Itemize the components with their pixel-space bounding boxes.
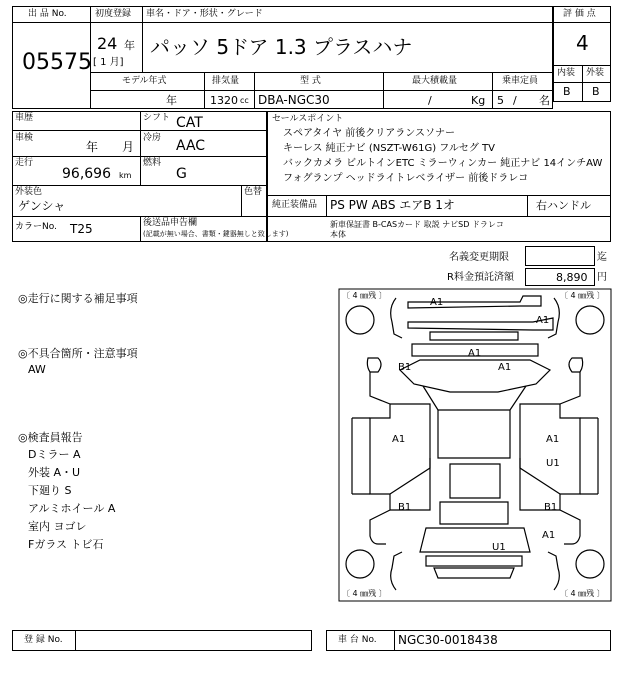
inspector-title: ◎検査員報告 <box>18 431 83 444</box>
recycle-value: 8,890 <box>556 271 588 284</box>
damage-mark: B1 <box>544 502 558 513</box>
inspector-item: 室内 ヨゴレ <box>28 520 87 533</box>
max-load-unit: Kg <box>471 94 486 107</box>
tread-front-left: 〔 4 ㎜残 〕 <box>342 291 387 300</box>
max-load-slash: / <box>428 94 432 107</box>
inspection-month: 月 <box>122 140 135 154</box>
max-load-label: 最大積載量 <box>412 76 458 86</box>
displacement: 1320 <box>210 94 238 107</box>
damage-mark: A1 <box>498 362 512 373</box>
color-label: 外装色 <box>15 187 43 197</box>
equipment-label: 純正装備品 <box>272 200 318 210</box>
rating-label: 評 価 点 <box>563 9 596 19</box>
capacity-unit: 名 <box>539 94 550 107</box>
docs-label: 後送品申告欄 <box>143 218 198 228</box>
sales-point-line: フォグランプ ヘッドライトレベライザー 前後ドラレコ <box>283 173 529 184</box>
damage-mark: B1 <box>398 362 412 373</box>
inspector-item: 外装 A・U <box>28 466 81 479</box>
displacement-unit: cc <box>240 96 249 105</box>
mileage: 96,696 <box>62 166 111 182</box>
inspector-item: 下廻り S <box>28 484 72 497</box>
ac: AAC <box>176 138 206 154</box>
inspector-item: アルミホイール A <box>28 502 116 515</box>
color-no-label: カラーNo. <box>15 222 57 232</box>
recycle-unit: 円 <box>597 272 607 283</box>
car-name: パッソ 5ドア 1.3 プラスハナ <box>150 35 413 59</box>
sales-point-line: スペアタイヤ 前後クリアランスソナー <box>283 128 455 139</box>
inspection-year: 年 <box>86 140 99 154</box>
inspector-item: Fガラス トビ石 <box>28 538 104 551</box>
car-name-label: 車名・ドア・形状・グレード <box>146 9 263 19</box>
equipment-extra-sub: 本体 <box>330 230 346 239</box>
color-no: T25 <box>70 222 93 236</box>
damage-mark: A1 <box>536 315 550 326</box>
tread-front-right: 〔 4 ㎜残 〕 <box>560 291 605 300</box>
exterior-grade: B <box>592 85 600 98</box>
registration-no-label: 登 録 No. <box>24 635 63 645</box>
shift: CAT <box>176 115 203 131</box>
history-label: 車歴 <box>15 113 34 123</box>
color-change-label: 色替 <box>244 187 263 197</box>
tread-rear-right: 〔 4 ㎜残 〕 <box>560 589 605 598</box>
mileage-label: 走行 <box>15 158 34 168</box>
damage-mark: A1 <box>542 530 556 541</box>
damage-mark: A1 <box>468 348 482 359</box>
damage-mark: A1 <box>546 434 560 445</box>
car-diagram <box>338 288 612 602</box>
damage-mark: B1 <box>398 502 412 513</box>
interior-grade: B <box>563 85 571 98</box>
name-change-unit: 迄 <box>597 252 607 263</box>
equipment-extra: 新車保証書 B-CASカード 取説 ナビSD ドラレコ <box>330 220 504 229</box>
shift-label: シフト <box>143 113 171 123</box>
sales-points-label: セールスポイント <box>272 114 344 124</box>
sales-point-line: キーレス 純正ナビ (NSZT-W61G) フルセグ TV <box>283 143 496 154</box>
displacement-label: 排気量 <box>212 76 240 86</box>
defect-title: ◎不具合箇所・注意事項 <box>18 347 138 360</box>
interior-label: 内装 <box>557 68 576 78</box>
year-unit: 年 <box>124 39 135 52</box>
fuel-label: 燃料 <box>143 158 162 168</box>
model-year-unit: 年 <box>166 94 177 107</box>
equipment-list: PS PW ABS エアB 1オ <box>330 198 455 212</box>
damage-mark: U1 <box>492 542 506 553</box>
capacity-label: 乗車定員 <box>502 76 539 86</box>
exterior-label: 外装 <box>586 68 605 78</box>
sales-point-line: バックカメラ ビルトインETC ミラーウィンカー 純正ナビ 14インチAW <box>283 158 603 169</box>
model-label: 型 式 <box>300 76 321 86</box>
name-change-label: 名義変更期限 <box>449 252 509 263</box>
damage-mark: U1 <box>546 458 560 469</box>
rating-score: 4 <box>576 31 589 55</box>
name-change-box <box>525 246 595 266</box>
lot-number: 05575 <box>22 50 92 75</box>
docs-note: (記載が無い場合、書類・鍵器無しと致します) <box>143 230 289 238</box>
chassis-no: NGC30-0018438 <box>398 633 498 647</box>
damage-mark: A1 <box>392 434 406 445</box>
damage-mark: A1 <box>430 297 444 308</box>
mileage-unit: km <box>119 171 132 180</box>
tread-rear-left: 〔 4 ㎜残 〕 <box>342 589 387 598</box>
registration-year: 24 <box>97 34 118 53</box>
model: DBA-NGC30 <box>258 93 330 107</box>
supplement-title: ◎走行に関する補足事項 <box>18 292 138 305</box>
lot-label: 出 品 No. <box>28 9 67 19</box>
defect-item: AW <box>28 363 46 376</box>
chassis-no-label: 車 台 No. <box>338 635 377 645</box>
model-year-label: モデル年式 <box>122 76 167 86</box>
capacity: 5 <box>497 94 504 107</box>
registration-month: [ 1 月] <box>93 57 124 68</box>
color: ゲンシャ <box>18 199 66 213</box>
fuel: G <box>176 166 187 182</box>
inspector-item: Dミラー A <box>28 448 81 461</box>
ac-label: 冷房 <box>143 133 162 143</box>
capacity-slash: / <box>513 94 517 107</box>
steering: 右ハンドル <box>536 199 591 212</box>
recycle-label: R料金預託済額 <box>447 272 514 283</box>
inspection-label: 車検 <box>15 133 34 143</box>
first-registration-label: 初度登録 <box>95 9 132 19</box>
